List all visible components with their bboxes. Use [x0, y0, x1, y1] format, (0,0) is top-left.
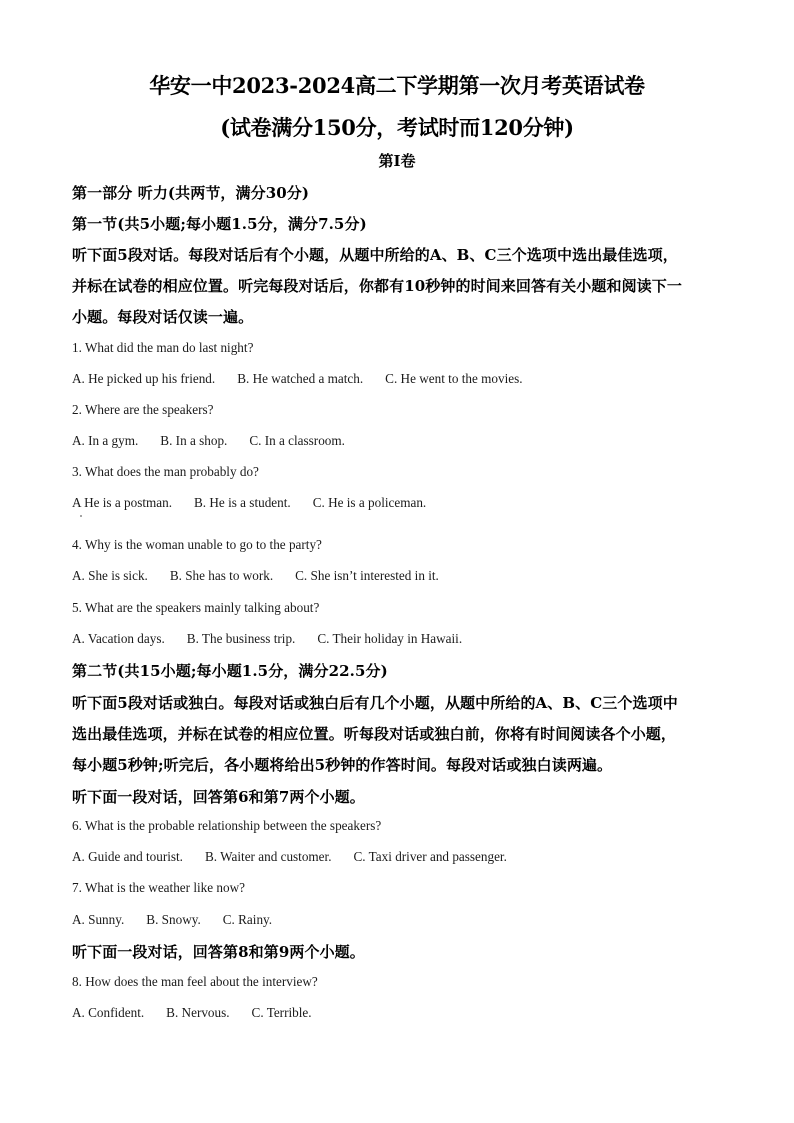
dialogue-group-instruction: 听下面一段对话，回答第6和第7两个小题。: [72, 788, 365, 806]
question-options: [72, 568, 439, 584]
section1-instruction-line: 听下面5段对话。每段对话后有个小题，从题中所给的A、B、C三个选项中选出最佳选项，: [72, 246, 678, 264]
section2-instruction-line: 每小题5秒钟;听完后，各小题将给出5秒钟的作答时间。每段对话或独白读两遍。: [72, 756, 613, 774]
question-stem: 4. Why is the woman unable to go to the party?: [72, 537, 322, 552]
option-b: B. Snowy.: [146, 912, 201, 927]
option-b: B. Nervous.: [166, 1005, 230, 1020]
question-stem: 6. What is the probable relationship between the speakers?: [72, 818, 382, 833]
option-c: C. Rainy.: [222, 912, 273, 927]
exam-title: 华安一中2023-2024高二下学期第一次月考英语试卷: [149, 73, 645, 98]
question-stem: 1. What did the man do last night?: [72, 340, 254, 355]
option-a: A. Guide and tourist.: [72, 849, 183, 864]
scan-dot: [80, 515, 82, 517]
question-options: [72, 849, 507, 865]
question-options: [72, 631, 462, 647]
option-b: B. The business trip.: [186, 631, 296, 646]
question-stem: 7. What is the weather like now?: [72, 880, 245, 895]
exam-subtitle: (试卷满分150分，考试时而120分钟): [220, 115, 574, 140]
option-c: C. She isn’t interested in it.: [295, 568, 439, 583]
question-options: [72, 495, 426, 511]
option-a: A. Sunny.: [72, 912, 125, 927]
option-c: C. In a classroom.: [249, 433, 345, 448]
question-options: [72, 433, 345, 449]
option-b: B. In a shop.: [160, 433, 228, 448]
option-a: A He is a postman.: [72, 495, 172, 510]
section2-heading: 第二节(共15小题;每小题1.5分，满分22.5分): [72, 662, 388, 680]
question-stem: 8. How does the man feel about the interview?: [72, 974, 318, 989]
option-c: C. Terrible.: [251, 1005, 312, 1020]
option-c: C. Taxi driver and passenger.: [353, 849, 507, 864]
option-b: B. She has to work.: [169, 568, 274, 583]
section1-instruction-line: 并标在试卷的相应位置。听完每段对话后，你都有10秒钟的时间来回答有关小题和阅读下一: [72, 277, 682, 295]
question-stem: 5. What are the speakers mainly talking about?: [72, 600, 320, 615]
question-options: [72, 912, 272, 928]
option-c: C. He is a policeman.: [312, 495, 427, 510]
section2-instruction-line: 选出最佳选项，并标在试卷的相应位置。听每段对话或独白前，你将有时间阅读各个小题，: [72, 725, 677, 743]
question-stem: 2. Where are the speakers?: [72, 402, 214, 417]
option-c: C. He went to the movies.: [385, 371, 523, 386]
option-b: B. Waiter and customer.: [204, 849, 332, 864]
option-b: B. He watched a match.: [237, 371, 364, 386]
option-a: A. She is sick.: [72, 568, 148, 583]
section1-heading: 第一节(共5小题;每小题1.5分，满分7.5分): [72, 215, 367, 233]
option-c: C. Their holiday in Hawaii.: [317, 631, 463, 646]
option-a: A. In a gym.: [72, 433, 139, 448]
option-a: A. He picked up his friend.: [72, 371, 216, 386]
question-stem: 3. What does the man probably do?: [72, 464, 259, 479]
section2-instruction-line: 听下面5段对话或独白。每段对话或独白后有几个小题，从题中所给的A、B、C三个选项中: [72, 694, 678, 712]
question-options: [72, 371, 523, 387]
part1-heading: 第一部分 听力(共两节，满分30分): [72, 184, 310, 202]
dialogue-group-instruction: 听下面一段对话，回答第8和第9两个小题。: [72, 943, 365, 961]
volume-label: 第I卷: [378, 152, 416, 170]
question-options: [72, 1005, 312, 1021]
option-a: A. Vacation days.: [72, 631, 165, 646]
option-a: A. Confident.: [72, 1005, 145, 1020]
section1-instruction-line: 小题。每段对话仅读一遍。: [72, 308, 254, 326]
option-b: B. He is a student.: [194, 495, 291, 510]
